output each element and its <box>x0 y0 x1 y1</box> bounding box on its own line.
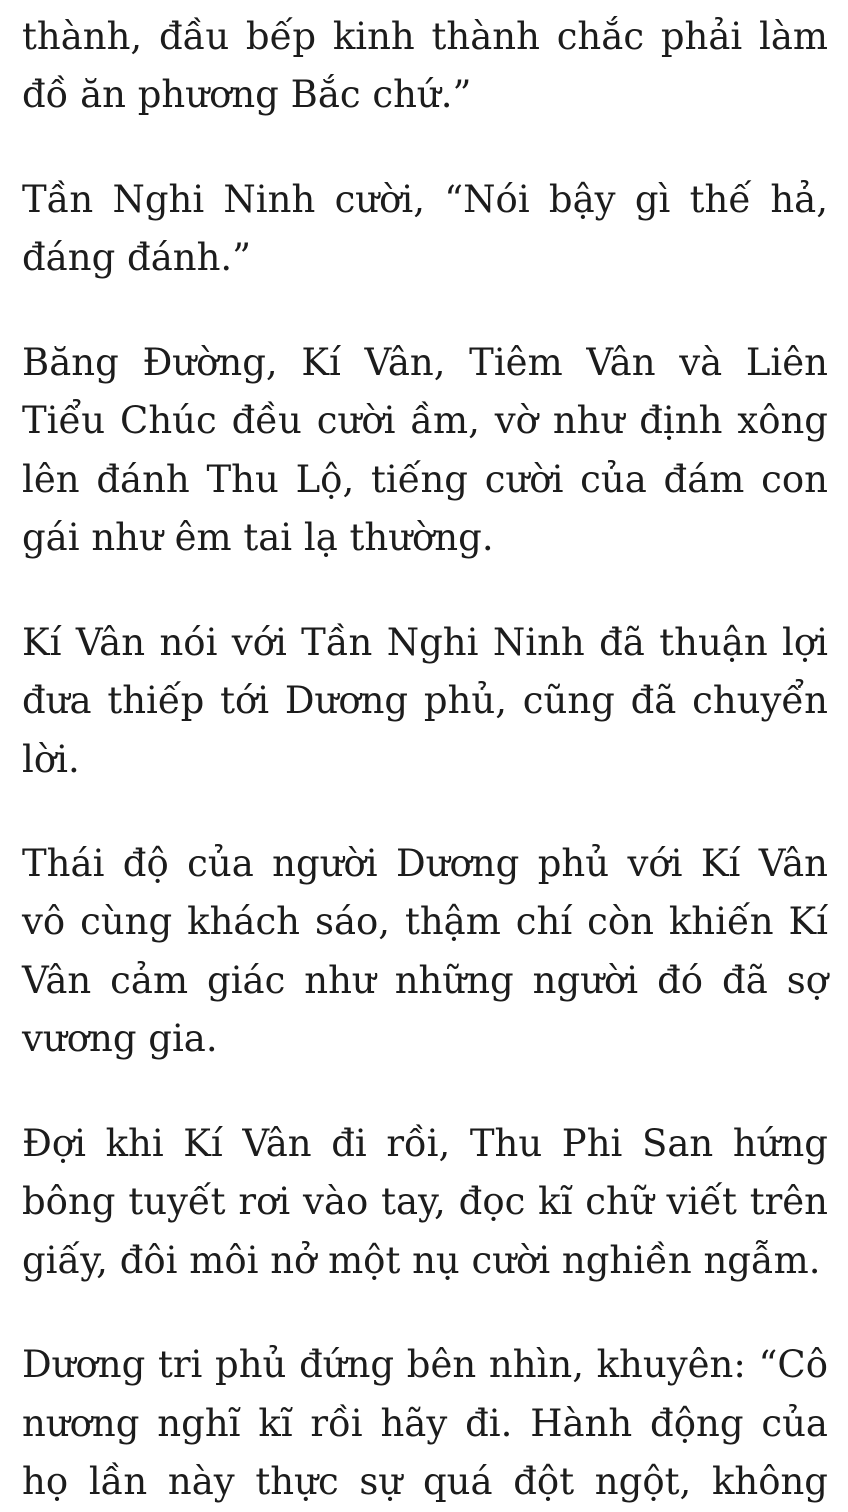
story-paragraph: thành, đầu bếp kinh thành chắc phải làm đồ ăn phương Bắc chứ.” <box>22 15 828 117</box>
story-paragraph: Đợi khi Kí Vân đi rồi, Thu Phi San hứng bông tuyết rơi vào tay, đọc kĩ chữ viết trên giấy, đôi môi nở một nụ cười nghiền ngẫm. <box>22 1121 828 1282</box>
story-paragraph: Thái độ của người Dương phủ với Kí Vân vô cùng khách sáo, thậm chí còn khiến Kí Vân cảm giác như những người đó đã sợ vương gia. <box>22 841 828 1061</box>
story-paragraph: Tần Nghi Ninh cười, “Nói bậy gì thế hả, đáng đánh.” <box>22 177 828 280</box>
story-paragraph: Dương tri phủ đứng bên nhìn, khuyên: “Cô nương nghĩ kĩ rồi hãy đi. Hành động của họ lần này thực sự quá đột ngột, không <box>22 1343 828 1504</box>
reader-content <box>0 8 848 1512</box>
story-paragraph: Kí Vân nói với Tần Nghi Ninh đã thuận lợi đưa thiếp tới Dương phủ, cũng đã chuyển lời. <box>22 620 828 781</box>
story-paragraph: Băng Đường, Kí Vân, Tiêm Vân và Liên Tiểu Chúc đều cười ầm, vờ như định xông lên đánh Thu Lộ, tiếng cười của đám con gái như êm tai lạ thường. <box>22 340 828 560</box>
